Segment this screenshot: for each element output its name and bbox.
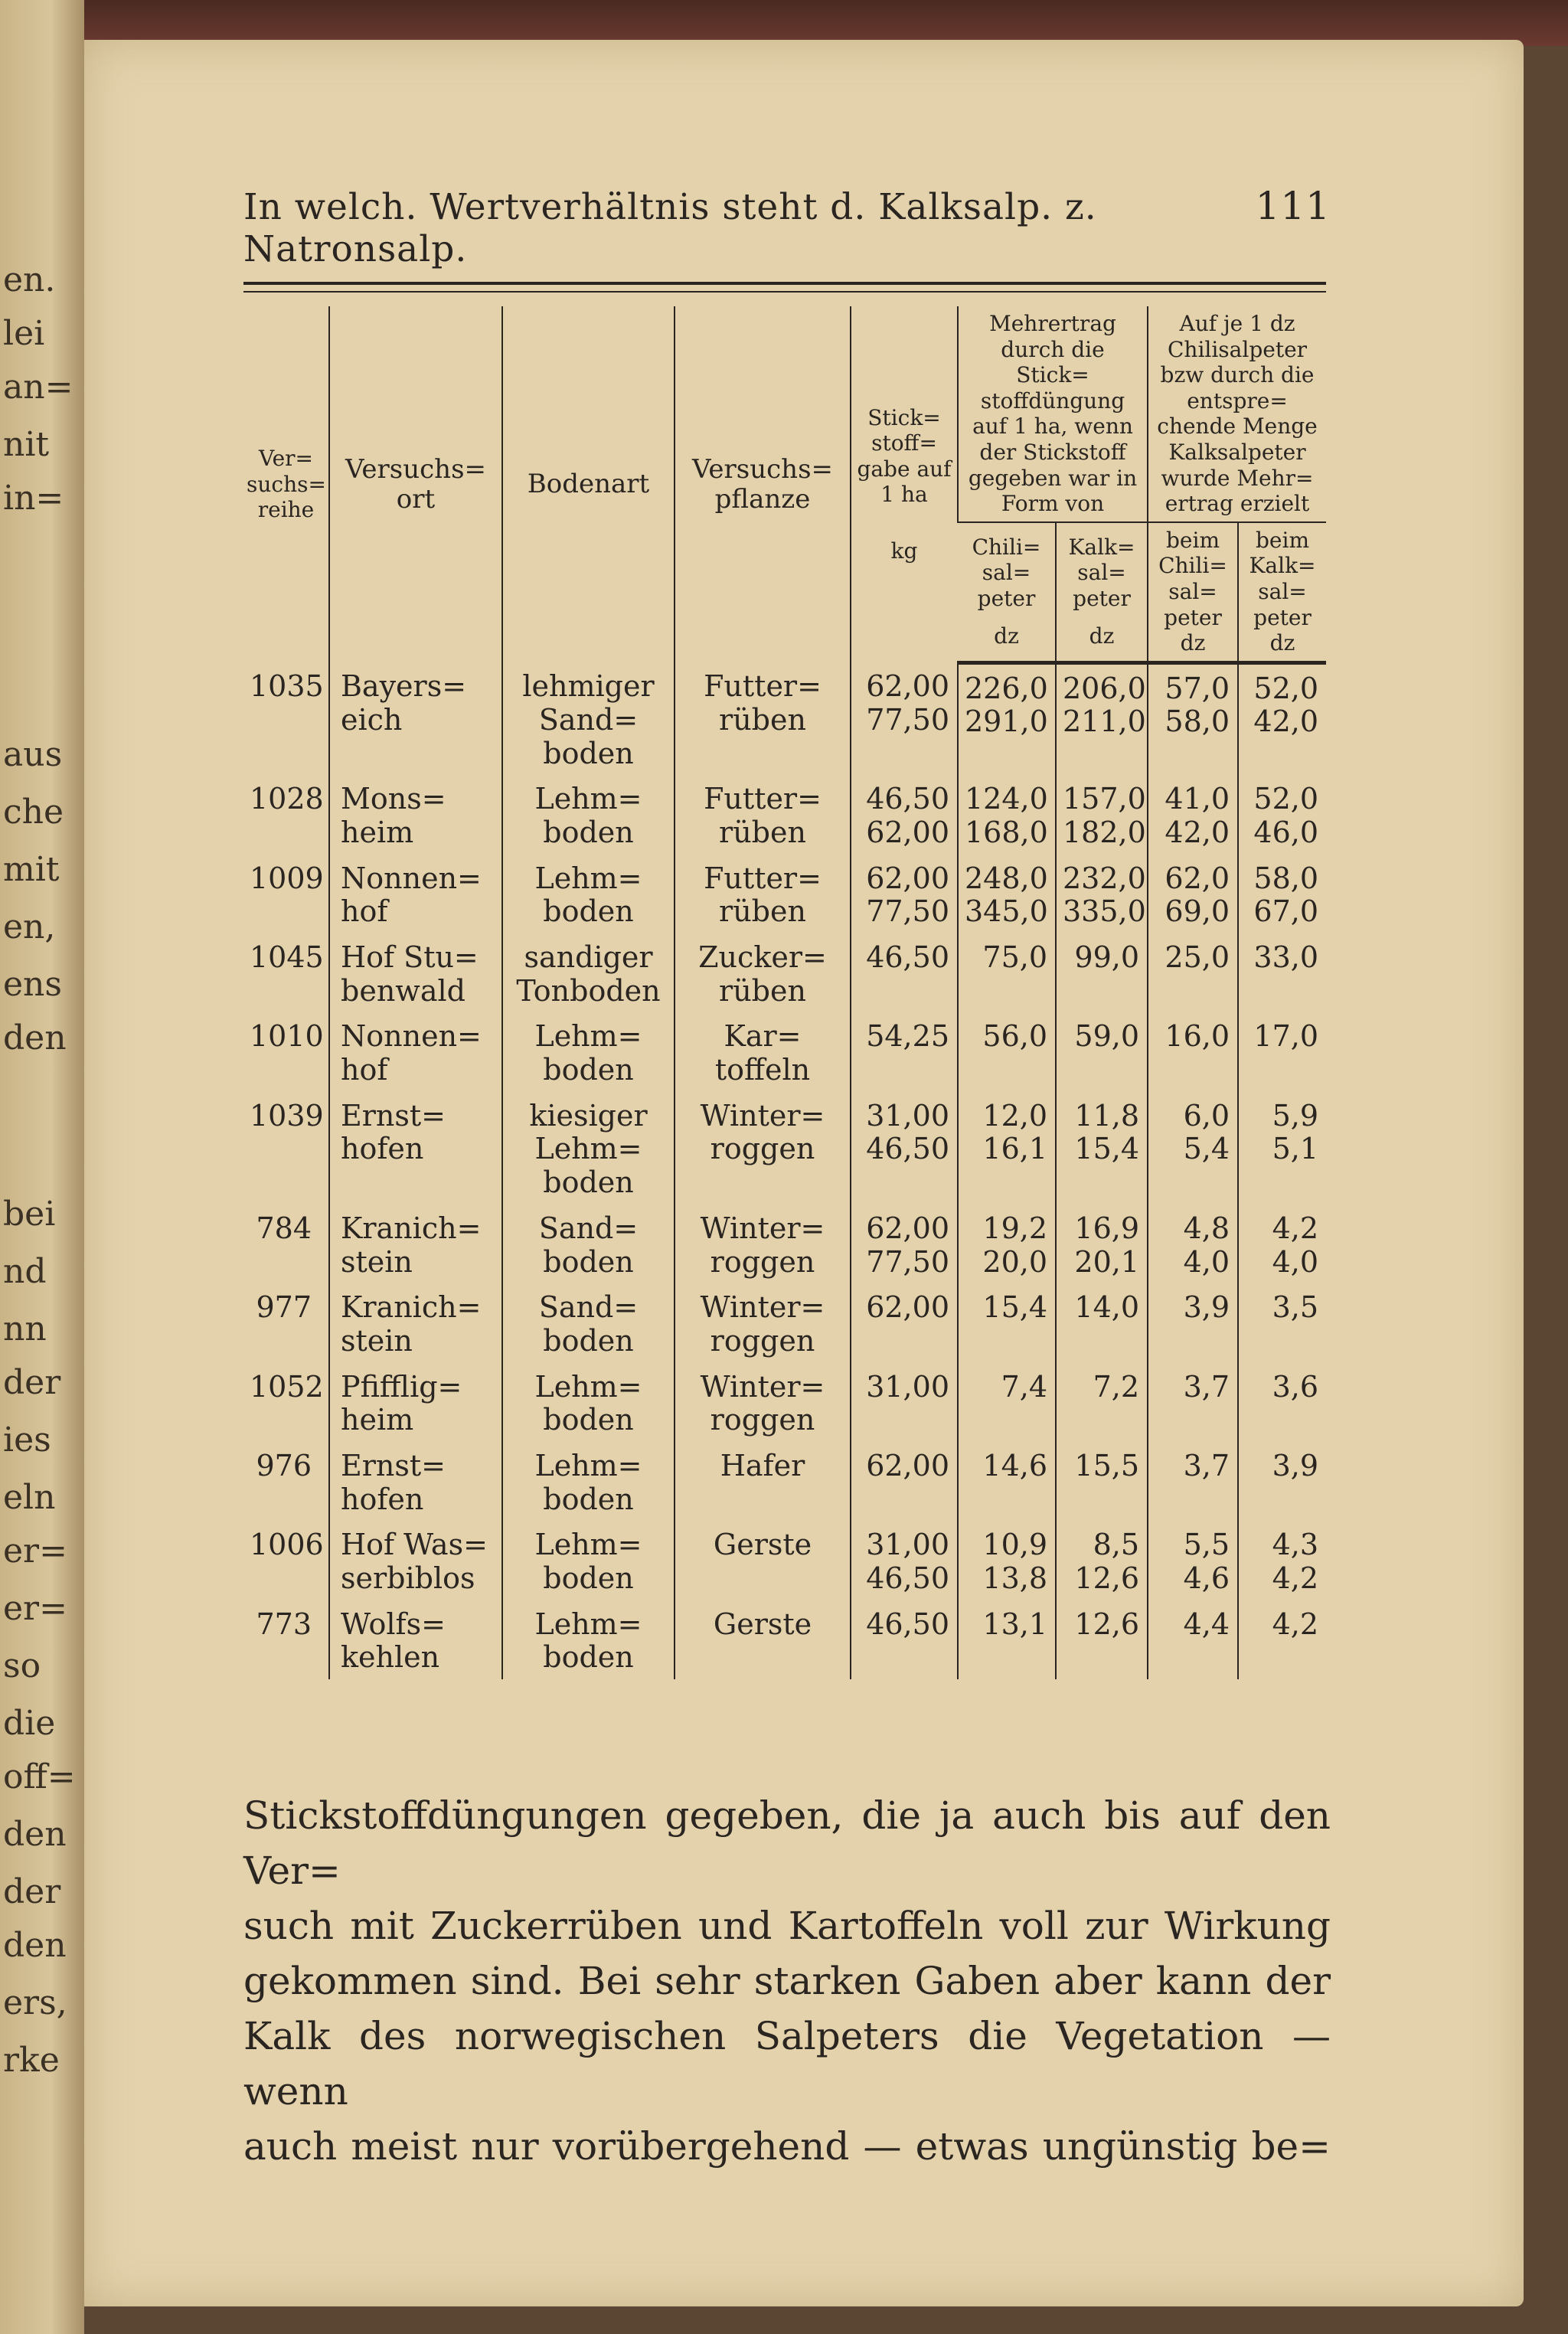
prev-page-fragment: en. — [3, 260, 56, 299]
cell-kalk: 15,5 — [1056, 1442, 1148, 1521]
prev-page-fragment: lei — [3, 314, 45, 353]
cell-pflanze: Zucker= rüben — [675, 933, 851, 1012]
cell-beim-chili: 57,0 58,0 — [1148, 662, 1238, 775]
cell-ort: Nonnen= hof — [329, 1012, 502, 1091]
cell-beim-kalk: 3,6 — [1238, 1363, 1326, 1442]
body-line: gekommen sind. Bei sehr starken Gaben aber kann der — [243, 1959, 1331, 2003]
header-chili-unit: dz — [994, 623, 1019, 649]
prev-page-fragment: er= — [3, 1589, 67, 1628]
header-auf-je-dz: Auf je 1 dz Chilisalpeter bzw durch die entspre= chende Menge Kalksalpeter wurde Mehr= ertrag erzielt — [1148, 306, 1326, 522]
cell-kalk: 8,5 12,6 — [1056, 1521, 1148, 1600]
prev-page-fragment: er= — [3, 1531, 67, 1571]
prev-page-fragment: an= — [3, 368, 74, 407]
cell-gabe: 62,00 77,50 — [851, 662, 958, 775]
cell-kalk: 59,0 — [1056, 1012, 1148, 1091]
body-paragraph — [243, 1788, 1331, 2174]
cell-gabe: 46,50 — [851, 1600, 958, 1679]
header-beim-kalk-label: beim Kalk= sal= peter — [1249, 527, 1316, 630]
cell-reihe: 1010 — [250, 1019, 324, 1054]
cell-reihe: 1045 — [250, 940, 324, 975]
prev-page-fragment: den — [3, 1815, 67, 1854]
cell-beim-chili: 3,7 — [1148, 1363, 1238, 1442]
cell-gabe: 31,00 — [851, 1363, 958, 1442]
cell-ort: Ernst= hofen — [329, 1092, 502, 1205]
cell-pflanze: Futter= rüben — [675, 662, 851, 775]
cell-beim-kalk: 33,0 — [1238, 933, 1326, 1012]
cell-beim-kalk: 4,3 4,2 — [1238, 1521, 1326, 1600]
prev-page-fragment: rke — [3, 2041, 60, 2080]
prev-page-fragment: eln — [3, 1478, 56, 1517]
prev-page-fragment: den — [3, 1926, 67, 1965]
cell-beim-chili: 6,0 5,4 — [1148, 1092, 1238, 1205]
cell-beim-chili: 4,8 4,0 — [1148, 1205, 1238, 1283]
header-title: In welch. Wertverhältnis steht d. Kalksalp. z. Natronsalp. — [243, 186, 1097, 270]
top-rule — [243, 282, 1326, 285]
page-number: 111 — [1255, 184, 1331, 228]
cell-boden: Sand= boden — [502, 1205, 675, 1283]
cell-ort: Kranich= stein — [329, 1283, 502, 1362]
cell-chili: 13,1 — [958, 1600, 1056, 1679]
prev-page-fragment: nd — [3, 1252, 47, 1291]
table-row — [243, 1442, 1326, 1521]
header-versuchspflanze: Versuchs= pflanze — [675, 306, 851, 662]
prev-page-fragment: en, — [3, 907, 56, 946]
header-versuchsort: Versuchs= ort — [329, 306, 502, 662]
cell-gabe: 54,25 — [851, 1012, 958, 1091]
cell-beim-kalk: 52,0 46,0 — [1238, 775, 1326, 854]
header-beim-kalk-unit: dz — [1269, 630, 1295, 656]
cell-reihe: 773 — [256, 1607, 312, 1641]
prev-page-fragment: nit — [3, 425, 50, 464]
header-stickstoffgabe-unit: kg — [890, 538, 918, 564]
cell-pflanze: Futter= rüben — [675, 855, 851, 933]
prev-page-fragment: aus — [3, 735, 63, 774]
cell-kalk: 232,0 335,0 — [1056, 855, 1148, 933]
cell-ort: Kranich= stein — [329, 1205, 502, 1283]
cell-pflanze: Winter= roggen — [675, 1205, 851, 1283]
cell-gabe: 62,00 — [851, 1442, 958, 1521]
cell-pflanze: Kar= toffeln — [675, 1012, 851, 1091]
prev-page-fragment: bei — [3, 1195, 56, 1234]
header-beim-kalk — [1238, 522, 1326, 662]
cell-boden: Lehm= boden — [502, 775, 675, 854]
cell-reihe: 1009 — [250, 861, 324, 895]
header-mehrertrag: Mehrertrag durch die Stick= stoffdüngung auf 1 ha, wenn der Stickstoff gegeben war in Form von — [958, 306, 1148, 522]
cell-kalk: 14,0 — [1056, 1283, 1148, 1362]
cell-boden: Sand= boden — [502, 1283, 675, 1362]
cell-ort: Mons= heim — [329, 775, 502, 854]
cell-chili: 14,6 — [958, 1442, 1056, 1521]
cell-beim-chili: 3,9 — [1148, 1283, 1238, 1362]
cell-kalk: 99,0 — [1056, 933, 1148, 1012]
cell-pflanze: Winter= roggen — [675, 1283, 851, 1362]
cell-pflanze: Winter= roggen — [675, 1092, 851, 1205]
cell-gabe: 62,00 77,50 — [851, 1205, 958, 1283]
cell-ort: Wolfs= kehlen — [329, 1600, 502, 1679]
cell-boden: Lehm= boden — [502, 855, 675, 933]
cell-chili: 75,0 — [958, 933, 1056, 1012]
cell-kalk: 16,9 20,1 — [1056, 1205, 1148, 1283]
cell-reihe: 1052 — [250, 1369, 324, 1404]
prev-page-fragment: den — [3, 1018, 67, 1057]
book-edge — [84, 0, 1568, 46]
cell-reihe: 1028 — [250, 782, 324, 816]
prev-page-fragment: nn — [3, 1309, 47, 1348]
cell-pflanze: Gerste — [675, 1600, 851, 1679]
prev-page-fragment: ens — [3, 965, 62, 1004]
table-row — [243, 1283, 1326, 1362]
header-chili-label: Chili= sal= peter — [972, 534, 1041, 611]
cell-kalk: 11,8 15,4 — [1056, 1092, 1148, 1205]
cell-beim-kalk: 5,9 5,1 — [1238, 1092, 1326, 1205]
cell-gabe: 46,50 62,00 — [851, 775, 958, 854]
cell-boden: Lehm= boden — [502, 1521, 675, 1600]
prev-page-fragment: che — [3, 793, 64, 832]
cell-beim-kalk: 4,2 4,0 — [1238, 1205, 1326, 1283]
cell-kalk: 7,2 — [1056, 1363, 1148, 1442]
cell-boden: Lehm= boden — [502, 1442, 675, 1521]
header-kalk-unit: dz — [1089, 623, 1115, 649]
table-row — [243, 855, 1326, 933]
table-row — [243, 1363, 1326, 1442]
cell-kalk: 12,6 — [1056, 1600, 1148, 1679]
cell-chili: 19,2 20,0 — [958, 1205, 1056, 1283]
cell-beim-kalk: 52,0 42,0 — [1238, 662, 1326, 775]
cell-ort: Hof Stu= benwald — [329, 933, 502, 1012]
cell-ort: Ernst= hofen — [329, 1442, 502, 1521]
cell-beim-kalk: 17,0 — [1238, 1012, 1326, 1091]
cell-chili: 10,9 13,8 — [958, 1521, 1056, 1600]
header-beim-chili — [1148, 522, 1238, 662]
prev-page-fragment: in= — [3, 479, 64, 518]
cell-boden: lehmiger Sand= boden — [502, 662, 675, 775]
prev-page-fragment: ies — [3, 1420, 51, 1460]
cell-kalk: 206,0 211,0 — [1056, 662, 1148, 775]
cell-ort: Bayers= eich — [329, 662, 502, 775]
cell-beim-kalk: 3,5 — [1238, 1283, 1326, 1362]
table-row — [243, 933, 1326, 1012]
body-line: auch meist nur vorübergehend — etwas ungünstig be= — [243, 2124, 1331, 2169]
cell-gabe: 46,50 — [851, 933, 958, 1012]
cell-boden: Lehm= boden — [502, 1363, 675, 1442]
cell-chili: 56,0 — [958, 1012, 1056, 1091]
cell-beim-chili: 4,4 — [1148, 1600, 1238, 1679]
cell-pflanze: Winter= roggen — [675, 1363, 851, 1442]
cell-chili: 15,4 — [958, 1283, 1056, 1362]
cell-beim-chili: 3,7 — [1148, 1442, 1238, 1521]
prev-page-fragment: mit — [3, 850, 60, 889]
cell-reihe: 977 — [256, 1290, 312, 1325]
table-body — [243, 662, 1326, 1679]
table-row — [243, 1521, 1326, 1600]
body-line: Stickstoffdüngungen gegeben, die ja auch bis auf den Ver= — [243, 1793, 1331, 1893]
cell-boden: kiesiger Lehm= boden — [502, 1092, 675, 1205]
cell-boden: Lehm= boden — [502, 1012, 675, 1091]
cell-reihe: 784 — [256, 1211, 312, 1245]
cell-gabe: 31,00 46,50 — [851, 1092, 958, 1205]
cell-pflanze: Futter= rüben — [675, 775, 851, 854]
cell-beim-chili: 25,0 — [1148, 933, 1238, 1012]
table-row — [243, 1012, 1326, 1091]
cell-kalk: 157,0 182,0 — [1056, 775, 1148, 854]
table-row — [243, 1092, 1326, 1205]
cell-gabe: 31,00 46,50 — [851, 1521, 958, 1600]
cell-beim-kalk: 58,0 67,0 — [1238, 855, 1326, 933]
header-stickstoffgabe-label: Stick= stoff= gabe auf 1 ha — [857, 404, 952, 508]
header-stickstoffgabe — [851, 306, 958, 662]
header-beim-chili-label: beim Chili= sal= peter — [1158, 527, 1227, 630]
header-chili — [958, 522, 1056, 662]
cell-beim-kalk: 3,9 — [1238, 1442, 1326, 1521]
table-row — [243, 775, 1326, 854]
cell-beim-kalk: 4,2 — [1238, 1600, 1326, 1679]
cell-pflanze: Hafer — [675, 1442, 851, 1521]
cell-chili: 226,0 291,0 — [958, 662, 1056, 775]
cell-gabe: 62,00 — [851, 1283, 958, 1362]
body-line: Kalk des norwegischen Salpeters die Vegetation — wenn — [243, 2014, 1331, 2113]
cell-ort: Nonnen= hof — [329, 855, 502, 933]
cell-reihe: 1035 — [250, 669, 324, 704]
previous-page-edge — [0, 0, 84, 2334]
header-kalk — [1056, 522, 1148, 662]
prev-page-fragment: so — [3, 1646, 41, 1685]
cell-chili: 248,0 345,0 — [958, 855, 1056, 933]
cell-beim-chili: 62,0 69,0 — [1148, 855, 1238, 933]
table-row — [243, 1600, 1326, 1679]
header-kalk-label: Kalk= sal= peter — [1068, 534, 1135, 611]
cell-chili: 124,0 168,0 — [958, 775, 1056, 854]
cell-pflanze: Gerste — [675, 1521, 851, 1600]
table-row — [243, 1205, 1326, 1283]
cell-reihe: 976 — [256, 1448, 312, 1482]
cell-beim-chili: 41,0 42,0 — [1148, 775, 1238, 854]
cell-chili: 7,4 — [958, 1363, 1056, 1442]
prev-page-fragment: off= — [3, 1757, 76, 1796]
prev-page-fragment: die — [3, 1704, 56, 1743]
header-beim-chili-unit: dz — [1180, 630, 1206, 656]
body-line: such mit Zuckerrüben und Kartoffeln voll zur Wirkung — [243, 1904, 1331, 1948]
table-row — [243, 662, 1326, 775]
cell-boden: Lehm= boden — [502, 1600, 675, 1679]
results-table — [243, 306, 1326, 1679]
header-bodenart: Bodenart — [502, 306, 675, 662]
cell-chili: 12,0 16,1 — [958, 1092, 1056, 1205]
cell-ort: Pfifflig= heim — [329, 1363, 502, 1442]
top-rule-thin — [243, 291, 1326, 293]
cell-beim-chili: 5,5 4,6 — [1148, 1521, 1238, 1600]
cell-reihe: 1039 — [250, 1098, 324, 1133]
cell-boden: sandiger Tonboden — [502, 933, 675, 1012]
prev-page-fragment: der — [3, 1872, 61, 1911]
cell-reihe: 1006 — [250, 1528, 324, 1562]
running-header — [243, 184, 1331, 270]
cell-ort: Hof Was= serbiblos — [329, 1521, 502, 1600]
prev-page-fragment: der — [3, 1363, 61, 1402]
cell-gabe: 62,00 77,50 — [851, 855, 958, 933]
header-versuchsreihe: Ver= suchs= reihe — [247, 446, 326, 523]
cell-beim-chili: 16,0 — [1148, 1012, 1238, 1091]
prev-page-fragment: ers, — [3, 1983, 67, 2022]
